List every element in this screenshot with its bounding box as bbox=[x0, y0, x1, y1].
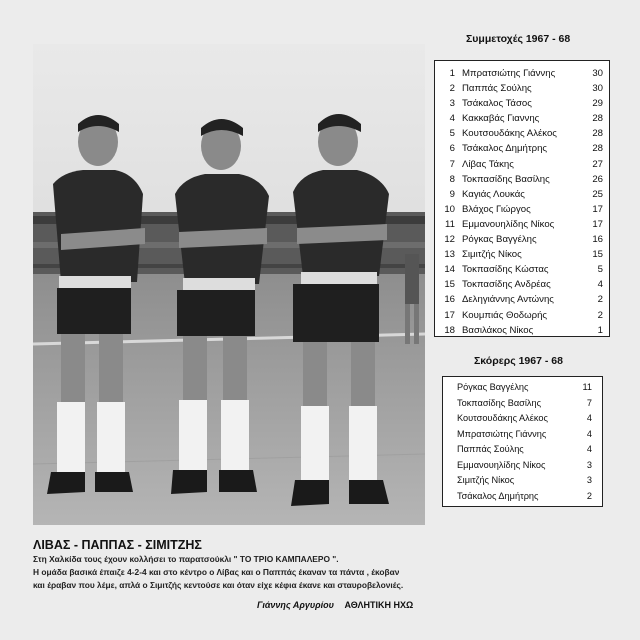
scorers-row bbox=[447, 442, 598, 458]
scorer-name: Τοκπασίδης Βασίλης bbox=[457, 397, 542, 408]
appearances-rank: 12 bbox=[444, 234, 455, 246]
appearances-rank: 8 bbox=[449, 173, 455, 185]
appearances-rank: 1 bbox=[449, 68, 455, 79]
appearances-name: Κακκαβάς Γιαννης bbox=[462, 113, 540, 125]
scorers-row bbox=[447, 411, 598, 427]
scorer-goals: 4 bbox=[586, 413, 592, 423]
appearances-value: 2 bbox=[597, 294, 603, 306]
appearances-row bbox=[439, 96, 605, 111]
appearances-value: 30 bbox=[592, 68, 603, 79]
appearances-title: Συμμετοχές 1967 - 68 bbox=[466, 33, 571, 45]
appearances-rank: 2 bbox=[449, 83, 455, 95]
appearances-value: 5 bbox=[597, 264, 603, 276]
appearances-row bbox=[439, 247, 605, 262]
appearances-value: 2 bbox=[597, 309, 603, 321]
appearances-name: Τοκπασίδης Κώστας bbox=[462, 264, 549, 276]
appearances-row bbox=[439, 81, 605, 96]
appearances-row bbox=[439, 292, 605, 307]
appearances-row bbox=[439, 308, 605, 323]
scorer-goals: 11 bbox=[582, 382, 592, 392]
appearances-value: 27 bbox=[592, 158, 603, 170]
appearances-rank: 5 bbox=[449, 128, 455, 140]
appearances-row bbox=[439, 277, 605, 292]
appearances-value: 26 bbox=[592, 173, 603, 185]
appearances-name: Τσάκαλος Τάσος bbox=[462, 98, 532, 110]
appearances-row bbox=[439, 111, 605, 126]
scorers-row bbox=[447, 396, 598, 412]
appearances-row bbox=[439, 141, 605, 156]
appearances-rank: 16 bbox=[444, 294, 455, 306]
appearances-rank: 9 bbox=[449, 188, 455, 200]
appearances-rank: 10 bbox=[444, 203, 455, 215]
appearances-name: Σιμιτζής Νίκος bbox=[462, 249, 522, 261]
appearances-value: 15 bbox=[592, 249, 603, 261]
appearances-name: Ρόγκας Βαγγέλης bbox=[462, 234, 537, 246]
appearances-rank: 4 bbox=[449, 113, 455, 125]
scorers-title: Σκόρερς 1967 - 68 bbox=[474, 355, 563, 367]
caption-line-2: Η ομάδα βασικά έπαιζε 4-2-4 και στο κέντρο ο Λίβας και ο Παππάς έκαναν τα πάντα , έκοβαν bbox=[33, 567, 400, 577]
appearances-row bbox=[439, 217, 605, 232]
appearances-value: 1 bbox=[597, 324, 603, 336]
appearances-value: 30 bbox=[592, 83, 603, 95]
appearances-value: 28 bbox=[592, 113, 603, 125]
scorer-name: Κουτσουδάκης Αλέκος bbox=[457, 413, 548, 423]
team-photo bbox=[33, 44, 425, 525]
scorer-name: Ρόγκας Βαγγέλης bbox=[457, 382, 529, 392]
appearances-rank: 14 bbox=[444, 264, 455, 276]
appearances-rank: 15 bbox=[444, 279, 455, 291]
appearances-name: Τσάκαλος Δημήτρης bbox=[462, 143, 548, 155]
appearances-row bbox=[439, 172, 605, 187]
author-name: Γιάννης Αργυρίου bbox=[257, 600, 334, 610]
source-name: ΑΘΛΗΤΙΚΗ ΗΧΩ bbox=[344, 600, 414, 610]
appearances-value: 17 bbox=[592, 203, 603, 215]
appearances-value: 17 bbox=[592, 218, 603, 230]
appearances-name: Κουμπιάς Θοδωρής bbox=[462, 309, 548, 321]
scorer-goals: 2 bbox=[586, 490, 592, 501]
appearances-name: Καγιάς Λουκάς bbox=[462, 188, 525, 200]
scorer-goals: 7 bbox=[586, 397, 592, 408]
scorer-goals: 3 bbox=[586, 459, 592, 470]
appearances-rank: 11 bbox=[445, 218, 455, 230]
appearances-name: Τοκπασίδης Βασίλης bbox=[462, 173, 550, 185]
scorer-goals: 3 bbox=[586, 475, 592, 485]
appearances-name: Κουτσουδάκης Αλέκος bbox=[462, 128, 557, 140]
appearances-name: Λίβας Τάκης bbox=[462, 158, 514, 170]
caption-line-3: και έραβαν που λέμε, απλά ο Σιμιτζής κεντούσε και όταν είχε κέφια έκανε και σταυροβελονιές. bbox=[33, 580, 404, 590]
appearances-table bbox=[434, 60, 610, 337]
appearances-rank: 7 bbox=[449, 158, 455, 170]
appearances-rank: 13 bbox=[444, 249, 455, 261]
appearances-value: 28 bbox=[592, 128, 603, 140]
scorer-name: Παππάς Σούλης bbox=[457, 444, 524, 454]
scorer-name: Σιμιτζής Νίκος bbox=[457, 475, 515, 485]
scorer-name: Μπρατσιώτης Γιάννης bbox=[457, 428, 547, 439]
appearances-row bbox=[439, 126, 605, 141]
appearances-rank: 6 bbox=[449, 143, 455, 155]
scorers-row bbox=[447, 489, 598, 505]
caption-line-1: Στη Χαλκίδα τους έχουν κολλήσει το παρατσούκλι " ΤΟ ΤΡΙΟ ΚΑΜΠΑΛΕΡΟ ". bbox=[33, 554, 339, 564]
scorer-goals: 4 bbox=[586, 428, 592, 439]
appearances-value: 29 bbox=[592, 98, 603, 110]
appearances-value: 28 bbox=[592, 143, 603, 155]
article-credit bbox=[257, 600, 413, 610]
article-caption bbox=[33, 553, 593, 592]
appearances-value: 4 bbox=[597, 279, 603, 291]
scorers-row bbox=[447, 427, 598, 443]
scorers-row bbox=[447, 458, 598, 474]
scorers-table bbox=[442, 376, 603, 507]
appearances-row bbox=[439, 66, 605, 81]
appearances-rank: 18 bbox=[444, 324, 455, 336]
appearances-name: Τοκπασίδης Ανδρέας bbox=[462, 279, 551, 291]
appearances-row bbox=[439, 323, 605, 338]
appearances-row bbox=[439, 262, 605, 277]
appearances-value: 16 bbox=[592, 234, 603, 246]
scorers-row bbox=[447, 380, 598, 396]
appearances-name: Μπρατσιώτης Γιάννης bbox=[462, 68, 556, 79]
appearances-row bbox=[439, 202, 605, 217]
appearances-row bbox=[439, 232, 605, 247]
appearances-name: Βασιλάκος Νίκος bbox=[462, 324, 534, 336]
appearances-row bbox=[439, 187, 605, 202]
appearances-rank: 3 bbox=[449, 98, 455, 110]
appearances-name: Εμμανουηλίδης Νίκος bbox=[462, 218, 555, 230]
scorer-goals: 4 bbox=[586, 444, 592, 454]
scorers-row bbox=[447, 473, 598, 489]
appearances-rank: 17 bbox=[444, 309, 455, 321]
appearances-name: Δεληγιάννης Αντώνης bbox=[462, 294, 554, 306]
appearances-row bbox=[439, 157, 605, 172]
appearances-value: 25 bbox=[592, 188, 603, 200]
appearances-name: Παππάς Σούλης bbox=[462, 83, 532, 95]
scorer-name: Τσάκαλος Δημήτρης bbox=[457, 490, 539, 501]
appearances-name: Βλάχος Γιώργος bbox=[462, 203, 531, 215]
article-heading: ΛΙΒΑΣ - ΠΑΠΠΑΣ - ΣΙΜΙΤΖΗΣ bbox=[33, 538, 202, 552]
scorer-name: Εμμανουηλίδης Νίκος bbox=[457, 459, 546, 470]
